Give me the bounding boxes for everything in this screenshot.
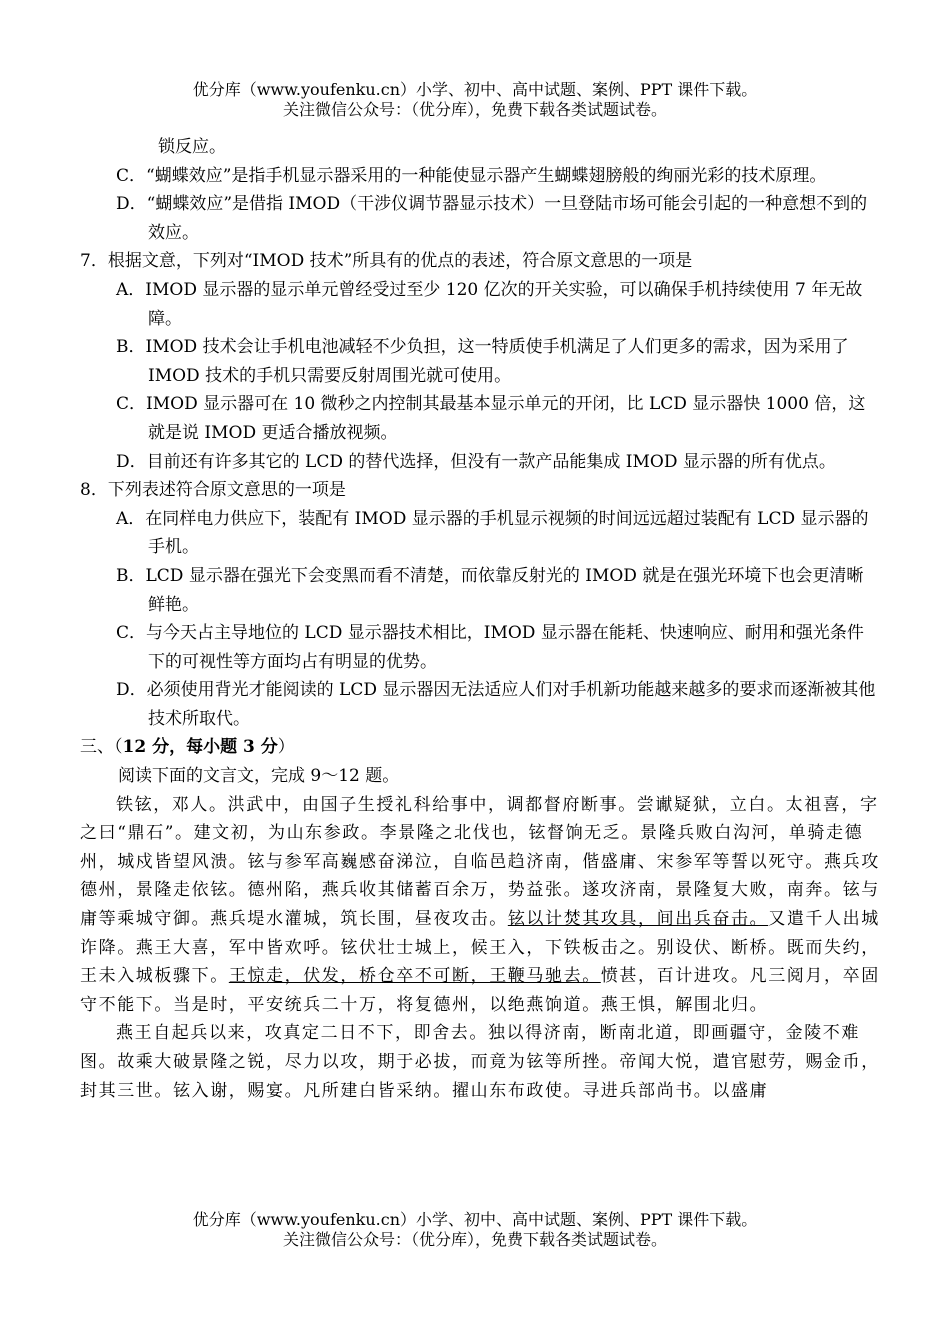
q7-stem: 7．根据文意，下列对“IMOD 技术”所具有的优点的表述，符合原文意思的一项是 [80,251,693,272]
footer-line-2: 关注微信公众号：（优分库），免费下载各类试题试卷。 [282,1230,667,1249]
q7-option-c: C．IMOD 显示器可在 10 微秒之内控制其最基本显示单元的开闭，比 LCD 显示器快 1000 倍，这就是说 IMOD 更适合播放视频。 [116,394,866,443]
header-line-2: 关注微信公众号：（优分库），免费下载各类试题试卷。 [282,100,667,119]
section-3-heading [80,733,880,762]
classical-paragraph-2: 燕王自起兵以来，攻真定二日不下，即舍去。独以得济南，断南北道，即画疆守，金陵不难图。故乘大破景隆之锐，尽力以攻，期于必拔，而竟为铉等所挫。帝闻大悦，遣官慰劳，赐金币，封其三世。铉入谢，赐宴。凡所建白皆采纳。擢山东布政使。寻进兵部尚书。以盛庸 [80,1023,880,1101]
underlined-sentence-2: 王惊走，伏发，桥仓卒不可断，王鞭马驰去。 [228,966,601,987]
q8-option-c: C．与今天占主导地位的 LCD 显示器技术相比，IMOD 显示器在能耗、快速响应、耐用和强光条件下的可视性等方面均占有明显的优势。 [116,623,864,672]
q6-option-d: D．“蝴蝶效应”是借指 IMOD（干涉仪调节器显示技术）一旦登陆市场可能会引起的一种意想不到的效应。 [116,194,868,243]
document-body [80,133,880,1105]
section-3-instruction: 阅读下面的文言文，完成 9～12 题。 [118,766,400,787]
section-3-score: 12 分，每小题 3 分 [122,737,278,758]
header-line-1: 优分库（www.youfenku.cn）小学、初中、高中试题、案例、PPT 课件下载。 [192,80,758,99]
q8-option-a: A．在同样电力供应下，装配有 IMOD 显示器的手机显示视频的时间远远超过装配有 LCD 显示器的手机。 [116,508,869,558]
classical-p1-part-a: 铁铉，邓人。洪武中，由国子生授礼科给事中，调都督府断事。尝谳疑狱，立白。太祖喜，字之曰“鼎石”。建文初，为山东参政。李景隆之北伐也，铉督饷无乏。景隆兵败白沟河，单骑走德州，城戍皆望风溃。铉与参军高巍感奋涕泣，自临邑趋济南，偕盛庸、宋参军等誓以死守。燕兵攻德州，景隆走依铉。德州陷，燕兵收其储蓄百余万，势益张。遂攻济南，景隆复大败，南奔。铉与庸等乘城守御。燕兵堤水灌城，筑长围，昼夜攻击。 [80,794,880,930]
carry-over-text: 锁反应。 [158,137,226,157]
q8-stem: 8．下列表述符合原文意思的一项是 [80,480,346,501]
q8-option-d: D．必须使用背光才能阅读的 LCD 显示器因无法适应人们对手机新功能越来越多的要求而逐渐被其他技术所取代。 [116,680,876,729]
underlined-sentence-1: 铉以计焚其攻具，间出兵奋击。 [507,909,769,930]
q6-option-c: C．“蝴蝶效应”是指手机显示器采用的一种能使显示器产生蝴蝶翅膀般的绚丽光彩的技术原理。 [116,165,827,186]
classical-p1-part-c: 愤甚，百计进攻。凡三阅月，卒固守不能下。当是时，平安统兵二十万，将复德州，以绝燕饷道。燕王惧，解围北归。 [80,966,880,1015]
q7-option-d: D．目前还有许多其它的 LCD 的替代选择，但没有一款产品能集成 IMOD 显示器的所有优点。 [116,451,836,472]
q7-option-b: B．IMOD 技术会让手机电池减轻不少负担，这一特质使手机满足了人们更多的需求，因为采用了 IMOD 技术的手机只需要反射周围光就可使用。 [116,337,849,386]
q8-option-b: B．LCD 显示器在强光下会变黑而看不清楚，而依靠反射光的 IMOD 就是在强光环境下也会更清晰鲜艳。 [116,565,864,615]
footer-line-1: 优分库（www.youfenku.cn）小学、初中、高中试题、案例、PPT 课件下载。 [192,1210,758,1229]
section-3-number: 三、（ [80,737,123,758]
section-3-close: ） [277,737,295,758]
classical-p1-part-b: 又遣千人出城诈降。燕王大喜，军中皆欢呼。铉伏壮士城上，候王入，下铁板击之。别设伏、断桥。既而失约，王未入城板骤下。 [80,909,880,987]
classical-paragraph-1 [80,791,880,1020]
page-footer [0,1210,950,1250]
page-header [0,80,950,120]
q7-option-a: A．IMOD 显示器的显示单元曾经受过至少 120 亿次的开关实验，可以确保手机持续使用 7 年无故障。 [116,279,863,329]
